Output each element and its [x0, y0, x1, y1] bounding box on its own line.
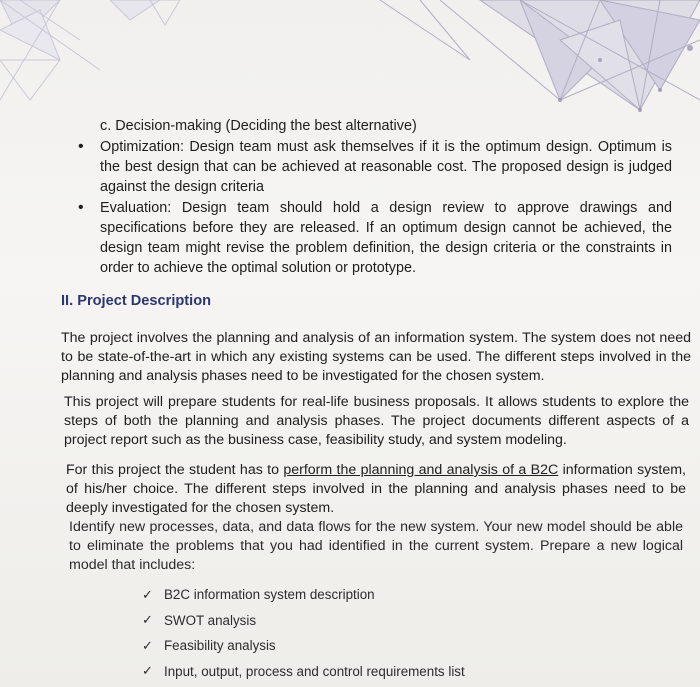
paragraph-new-model: Identify new processes, data, and data flows for the new system. Your new model should be able to eliminate the problems that you had identified in the current system. Prepare a new logical model that includes: — [69, 519, 683, 573]
checklist-item-label: B2C information system description — [164, 587, 375, 603]
checkmark-icon: ✓ — [142, 612, 153, 628]
section-heading: II. Project Description — [61, 293, 212, 309]
paragraph-text: information system, of his/her choice. The different steps involved in the planning and analysis phases need to be deeply investigated for the chosen system. — [66, 462, 686, 516]
checklist-item — [142, 659, 562, 685]
checkmark-icon: ✓ — [142, 586, 153, 602]
paragraph-purpose: This project will prepare students for real-life business proposals. It allows students to explore the steps of both the planning and analysis phases. The project documents different aspects of a project report such as the business case, feasibility study, and system modeling. — [64, 394, 689, 448]
checklist-item — [142, 608, 562, 634]
checklist-item-label: SWOT analysis — [164, 612, 257, 628]
bullet-dot-icon: • — [78, 199, 84, 216]
paragraph-requirement — [66, 461, 686, 518]
decorative-polygon-pattern — [0, 0, 700, 120]
bullet-dot-icon: • — [78, 138, 84, 155]
checkmark-icon: ✓ — [142, 637, 153, 653]
checklist-item — [142, 633, 562, 659]
paragraph-text: For this project the student has to — [66, 462, 284, 478]
underlined-text: perform the planning and analysis of a B2C — [283, 462, 559, 478]
checklist — [142, 582, 562, 684]
bullet-optimization — [78, 137, 678, 197]
sub-item-decision-making: c. Decision-making (Deciding the best alternative) — [100, 118, 417, 134]
checkmark-icon: ✓ — [142, 663, 153, 679]
checklist-item-label: Input, output, process and control requirements list — [164, 663, 465, 679]
bullet-list — [78, 116, 678, 279]
checklist-item — [142, 582, 562, 608]
checklist-item-label: Feasibility analysis — [164, 638, 276, 654]
bullet-text: Optimization: Design team must ask themselves if it is the optimum design. Optimum is the best design that can be achieved at reasonable cost. The proposed design is judged against the design criteria — [100, 139, 672, 195]
bullet-evaluation — [78, 198, 678, 278]
paragraph-overview: The project involves the planning and analysis of an information system. The system does not need to be state-of-the-art in which any existing systems can be used. The different steps involved in the planning and analysis phases need to be investigated for the chosen system. — [61, 330, 691, 384]
bullet-text: Evaluation: Design team should hold a design review to approve drawings and specifications before they are released. If an optimum design cannot be achieved, the design team might revise the problem definition, the design criteria or the constraints in order to achieve the optimal solution or prototype. — [100, 200, 672, 276]
